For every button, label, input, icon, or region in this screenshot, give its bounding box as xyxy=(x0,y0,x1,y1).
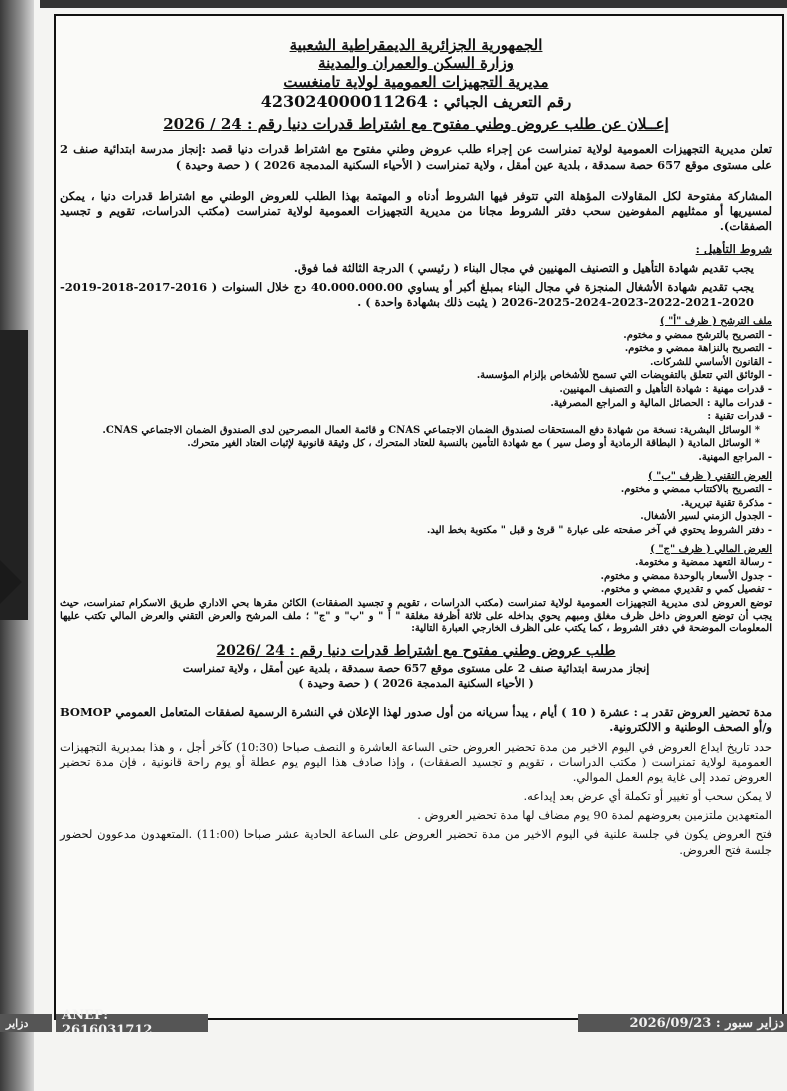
footer-newspaper-left: دزاير xyxy=(0,1014,52,1032)
file-b-title: العرض التقني ( ظرف "ب" ) xyxy=(647,470,772,482)
scan-top-edge xyxy=(40,0,787,8)
file-a-item: - القانون الأساسي للشركات. xyxy=(650,356,772,368)
intro-paragraph: تعلن مديرية التجهيزات العمومية لولاية تمنراست عن إجراء طلب عروض وطني مفتوح مع اشتراط قدرات دنيا قصد :إنجاز مدرسة ابتدائية صنف 2 على مستوى موقع 657 حصة سمدقة ، بلدية عين أمقل ، ولاية تمنراست ( الأحياء السكنية المدمجة 2026 ) ( حصة وحيدة ) xyxy=(60,142,772,172)
deadline-paragraph: حدد تاريخ ايداع العروض في اليوم الاخير من مدة تحضير العروض حتى الساعة العاشرة و النصف صباحا (10:30) كآخر أجل ، و هذا بمديرية التجهيزات العمومية لولاية تمنراست ( مكتب الدراسات ، تقويم و تجسيد الصفقات) ، وإذا صادف هذا اليوم يوم عطلة أو يوم راحة قانونية ، فإن مدة تحضير العروض تمدد إلى غاية يوم العمل الموالي. xyxy=(60,739,772,784)
envelope-number: 24 /2026 xyxy=(216,642,285,659)
deadline-paragraph: مدة تحضير العروض تقدر بـ : عشرة ( 10 ) أيام ، يبدأ سريانه من أول صدور لهذا الإعلان في النشرة الرسمية لصفقات المتعامل العمومي BOMOP و/أو الصحف الوطنية و الالكترونية. xyxy=(60,705,772,735)
deadline-paragraph: المتعهدين ملتزمين بعروضهم لمدة 90 يوم مضاف لها مدة تحضير العروض . xyxy=(417,808,772,823)
file-c-item: - تفصيل كمي و تقديري ممضي و مختوم. xyxy=(600,584,772,596)
file-a-item: - التصريح بالترشح ممضي و مختوم. xyxy=(623,329,772,341)
envelope-project-line: إنجاز مدرسة ابتدائية صنف 2 على مستوى موقع 657 حصة سمدقة ، بلدية عين أمقل ، ولاية تمنراست xyxy=(182,662,650,676)
envelope-title xyxy=(60,642,772,660)
announcement-body xyxy=(60,36,772,862)
announcement-title-text: إعــلان عن طلب عروض وطني مفتوح مع اشتراط قدرات دنيا رقم : xyxy=(247,114,669,133)
envelope-project-line: ( الأحياء السكنية المدمجة 2026 ) ( حصة وحيدة ) xyxy=(298,676,534,690)
file-a-item: - قدرات مهنية : شهادة التأهيل و التصنيف المهنيين. xyxy=(559,384,772,395)
deposit-paragraph: توضع العروض لدى مديرية التجهيزات العمومية لولاية تمنراست (مكتب الدراسات ، تقويم و تجسيد الصفقات) الكائن مقرها بحي الاداري طريق الاسكرام تمنراست، حيث يجب أن توضع العروض داخل ظرف مغلق ومبهم يحوي بداخله على ثلاثة أظرفة مغلقة " أ " و "ب" و "ج" ؛ ملف المرشح والعرض التقني والعرض المالي تكتب عليها المعلومات الموضحة في دفتر الشروط ، كما يكتب على الظرف الخارجي العبارة التالية: xyxy=(60,597,772,635)
file-a-item: * الوسائل البشرية: نسخة من شهادة دفع المستحقات لصندوق الضمان الاجتماعي CNAS و قائمة العمال المصرحين لدى الصندوق الضمان الاجتماعي CNAS. xyxy=(102,424,760,436)
file-c-item: - رسالة التعهد ممضية و مختومة. xyxy=(635,557,772,569)
file-a-item: - قدرات تقنية : xyxy=(707,411,772,423)
envelope-title-text: طلب عروض وطني مفتوح مع اشتراط قدرات دنيا رقم : xyxy=(289,642,616,659)
announcement-title xyxy=(60,115,772,135)
deadline-paragraph: لا يمكن سحب أو تغيير أو تكملة أي عرض بعد إيداعه. xyxy=(523,789,772,804)
tax-id-label: رقم التعريف الجبائي : xyxy=(432,92,572,111)
footer-anep-reference: ANEP: 2616031712 xyxy=(56,1014,208,1032)
file-c-title: العرض المالي ( ظرف "ج" ) xyxy=(650,543,772,555)
file-b-item: - الجدول الزمني لسير الأشغال. xyxy=(640,511,772,523)
footer-newspaper-date: دزاير سبور : 2026/09/23 xyxy=(578,1014,787,1032)
file-b-item: - مذكرة تقنية تبريرية. xyxy=(680,497,772,509)
file-a-item: - قدرات مالية : الحصائل المالية و المراجع المصرفية. xyxy=(550,397,772,409)
application-file xyxy=(60,316,772,636)
qualification-item: يجب تقديم شهادة التأهيل و التصنيف المهنيين في مجال البناء ( رئيسي ) الدرجة الثالثة فما فوق. xyxy=(293,260,754,275)
envelope-project xyxy=(60,662,772,691)
file-a-item: - المراجع المهنية. xyxy=(698,451,772,463)
republic-name: الجمهورية الجزائرية الديمقراطية الشعبية xyxy=(289,36,543,54)
directorate-name: مديرية التجهيزات العمومية لولاية تامنغست xyxy=(283,72,549,91)
tax-id-line xyxy=(60,91,772,113)
file-a-item: * الوسائل المادية ( البطاقة الرمادية أو وصل سير ) مع شهادة التأمين بالنسبة للعتاد المتحرك ، كل وثيقة قانونية لإثبات العتاد الغير متحرك. xyxy=(187,438,760,450)
file-b-item: - دفتر الشروط يحتوي في آخر صفحته على عبارة " قرئ و قبل " مكتوبة بخط اليد. xyxy=(426,524,772,536)
file-c-item: - جدول الأسعار بالوحدة ممضي و مختوم. xyxy=(600,570,772,582)
participation-paragraph: المشاركة مفتوحة لكل المقاولات المؤهلة التي تتوفر فيها الشروط أدناه و المهتمة بهذا الطلب للعروض الوطني مع اشتراط قدرات دنيا ، يمكن لمسيريها أو ممثليهم المفوضين سحب دفتر الشروط مجانا من مديرية التجهيزات العمومية لولاية تمنراست (مكتب الدراسات، تقويم و تجسيد الصفقات). xyxy=(60,188,772,234)
qualification-title: شروط التأهيل : xyxy=(695,242,772,257)
tax-id-value: 423024000011264 xyxy=(260,91,428,111)
file-a-item: - الوثائق التي تتعلق بالتفويضات التي تسمح للأشخاص بإلزام المؤسسة. xyxy=(476,370,772,382)
arrow-marker-icon xyxy=(0,560,22,604)
file-a-item: - التصريح بالنزاهة ممضي و مختوم. xyxy=(624,343,772,355)
announcement-number: 24 / 2026 xyxy=(163,114,242,133)
file-b-item: - التصريح بالاكتتاب ممضي و مختوم. xyxy=(620,484,772,496)
letterhead xyxy=(60,36,772,134)
file-a-title: ملف الترشح ( ظرف "أ" ) xyxy=(659,316,772,328)
deadline-paragraph: فتح العروض يكون في جلسة علنية في اليوم الاخير من مدة تحضير العروض على الساعة الحادية عشر صباحا (11:00) .المتعهدون مدعوون لحضور جلسة فتح العروض. xyxy=(60,827,773,857)
ministry-name: وزارة السكن والعمران والمدينة xyxy=(318,54,514,73)
qualification-item: يجب تقديم شهادة الأشغال المنجزة في مجال البناء بمبلغ أكبر أو يساوي 40.000.000.00 دج خلال السنوات ( 2016-2017-2018-2019-2020-2021-2022-2023-2024-2025-2026 ( يثبت ذلك بشهادة واحدة ) . xyxy=(60,279,754,309)
